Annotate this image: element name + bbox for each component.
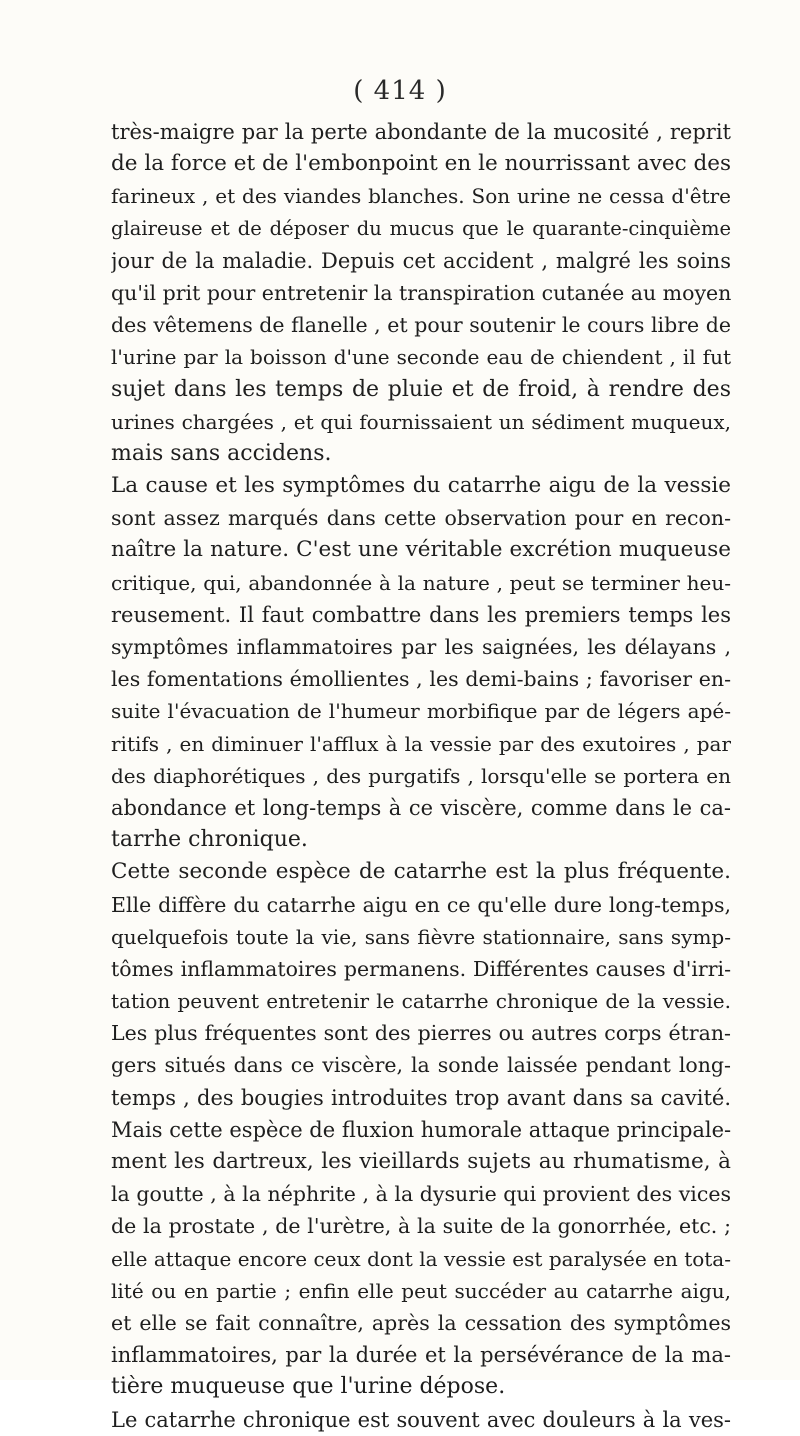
text-line: La cause et les symptômes du catarrhe aigu de la vessie [111, 473, 731, 499]
text-line: gers situés dans ce viscère, la sonde laissée pendant long- [111, 1053, 731, 1078]
text-line: temps , des bougies introduites trop avant dans sa cavité. [111, 1085, 731, 1110]
text-line: tation peuvent entretenir le catarrhe chronique de la vessie. [111, 989, 731, 1014]
text-line: tarrhe chronique. [111, 827, 308, 853]
text-line: des vêtemens de flanelle , et pour soutenir le cours libre de [111, 313, 731, 338]
text-line: reusement. Il faut combattre dans les premiers temps les [111, 602, 731, 627]
text-line: de la force et de l'embonpoint en le nourrissant avec des [111, 151, 731, 177]
page-number: ( 414 ) [353, 76, 447, 106]
text-line: les fomentations émollientes , les demi-bains ; favoriser en- [111, 667, 731, 692]
text-line: critique, qui, abandonnée à la nature , peut se terminer heu- [111, 570, 731, 595]
text-line: tômes inflammatoires permanens. Différentes causes d'irri- [111, 956, 731, 981]
text-line: de la prostate , de l'urètre, à la suite de la gonorrhée, etc. ; [111, 1214, 731, 1239]
text-line: Mais cette espèce de fluxion humorale attaque principale- [111, 1117, 731, 1142]
text-line: abondance et long-temps à ce viscère, comme dans le ca- [111, 795, 731, 820]
text-line: mais sans accidens. [111, 440, 332, 466]
text-line: la goutte , à la néphrite , à la dysurie qui provient des vices [111, 1182, 731, 1207]
text-line: très-maigre par la perte abondante de la mucosité , reprit [111, 120, 731, 144]
text-line: jour de la maladie. Depuis cet accident , malgré les soins [111, 248, 731, 273]
text-line: l'urine par la boisson d'une seconde eau de chiendent , il fut [111, 345, 731, 370]
text-line: Les plus fréquentes sont des pierres ou autres corps étran- [111, 1021, 731, 1046]
text-line: sont assez marqués dans cette observation pour en recon- [111, 506, 731, 531]
text-line: symptômes inflammatoires par les saignées, les délayans , [111, 635, 731, 659]
text-line: Cette seconde espèce de catarrhe est la plus fréquente. [111, 859, 731, 885]
text-line: farineux , et des viandes blanches. Son urine ne cessa d'être [111, 184, 731, 209]
text-line: Elle diffère du catarrhe aigu en ce qu'elle dure long-temps, [111, 892, 731, 917]
text-line: inflammatoires, par la durée et la persévérance de la ma- [111, 1343, 731, 1368]
text-line: sujet dans les temps de pluie et de froid, à rendre des [111, 376, 731, 402]
text-line: des diaphorétiques , des purgatifs , lorsqu'elle se portera en [111, 763, 731, 788]
text-line: tière muqueuse que l'urine dépose. [111, 1374, 506, 1400]
text-line: lité ou en partie ; enfin elle peut succéder au catarrhe aigu, [111, 1278, 731, 1303]
text-line: Le catarrhe chronique est souvent avec douleurs à la ves- [111, 1407, 731, 1432]
text-line: glaireuse et de déposer du mucus que le quarante-cinquième [111, 216, 731, 240]
text-line: urines chargées , et qui fournissaient un sédiment muqueux, [111, 409, 731, 434]
text-line: ritifs , en diminuer l'afflux à la vessie par des exutoires , par [111, 731, 731, 756]
text-line: naître la nature. C'est une véritable excrétion muqueuse [111, 537, 731, 563]
text-line: et elle se fait connaître, après la cessation des symptômes [111, 1310, 731, 1335]
text-line: suite l'évacuation de l'humeur morbifique par de légers apé- [111, 699, 731, 724]
text-line: elle attaque encore ceux dont la vessie est paralysée en tota- [111, 1246, 731, 1271]
text-line: ment les dartreux, les vieillards sujets au rhumatisme, à [111, 1149, 731, 1174]
body-text [111, 116, 731, 1436]
text-line: qu'il prit pour entretenir la transpiration cutanée au moyen [111, 280, 731, 305]
text-line: quelquefois toute la vie, sans fièvre stationnaire, sans symp- [111, 924, 731, 949]
